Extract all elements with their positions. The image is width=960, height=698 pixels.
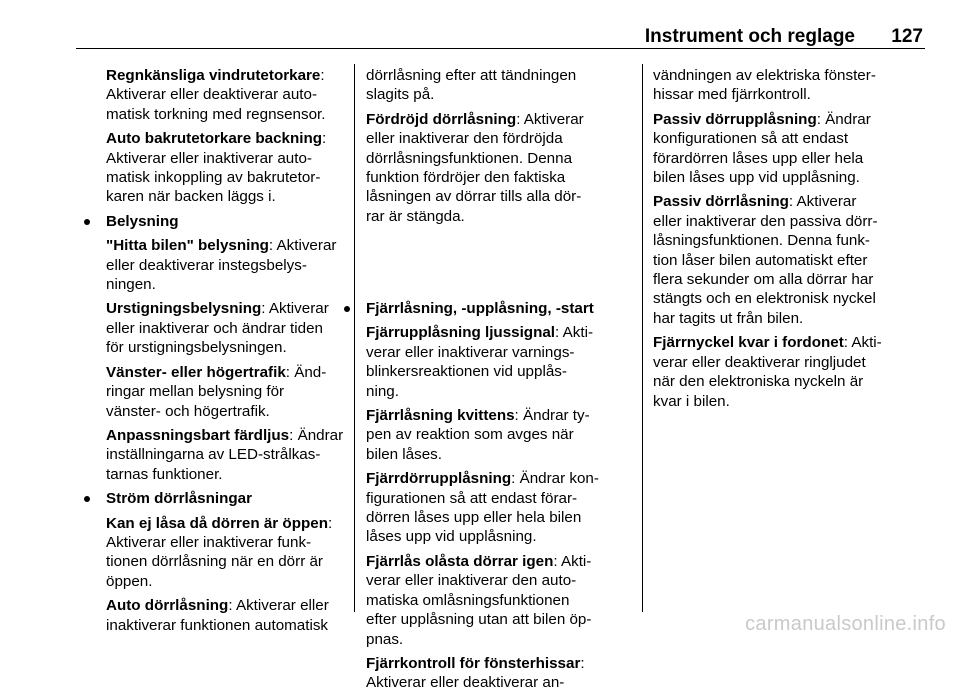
entry-title: Fjärrdörrupplåsning	[366, 470, 512, 488]
entry-line: eller inaktiverar och ändrar tiden	[106, 319, 323, 337]
entry-line: : Ändrar	[289, 426, 344, 444]
column-3	[653, 66, 930, 416]
remote-lock-feedback-entry	[336, 406, 646, 464]
column-1	[76, 66, 356, 640]
entry-line: dörrlåsningsfunktionen. Denna	[366, 149, 573, 167]
entry-line: eller inaktiverar den fördröjda	[366, 130, 563, 148]
entry-line: matisk torkning med regnsensor.	[106, 105, 326, 123]
watermark: carmanualsonline.info	[745, 613, 946, 635]
cannot-lock-entry: Kan ej låsa då dörren är öppen: Aktiverar eller inaktiverar funk- tionen dörrlåsning när en dörr är öppen.	[76, 514, 356, 592]
entry-line: eller deaktiverar instegsbelys-	[106, 256, 307, 274]
entry-line: : Änd-	[285, 363, 327, 381]
entry-line: dörrlåsning efter att tändningen	[366, 67, 577, 84]
entry-line: ringar mellan belysning för	[106, 383, 285, 401]
entry-line: bilen låses upp vid upplåsning.	[653, 169, 860, 187]
entry-line: pnas.	[366, 630, 404, 648]
entry-line: för urstigningsbelysningen.	[106, 339, 287, 357]
entry-line: inställningarna av LED-strålkas-	[106, 446, 321, 464]
column-2	[366, 66, 643, 231]
entry-title: Fjärrlåsning kvittens	[366, 407, 515, 425]
entry-line: blinkersreaktionen vid upplås-	[366, 363, 567, 381]
entry-line: :	[580, 654, 585, 672]
door-locks-heading	[76, 489, 356, 508]
auto-lock-entry	[76, 596, 356, 635]
page-header	[76, 24, 925, 49]
entry-line: : Ändrar kon-	[511, 470, 599, 488]
window-remote-continued	[653, 66, 930, 105]
entry-line: tarnas funktioner.	[106, 465, 223, 483]
remote-door-unlock-entry	[336, 469, 646, 547]
entry-line: låses upp vid upplåsning.	[366, 528, 537, 546]
entry-line: : Aktiverar	[516, 110, 584, 128]
entry-line: ning.	[366, 382, 399, 400]
entry-title: Urstigningsbelysning	[106, 300, 262, 318]
entry-title: Anpassningsbart färdljus	[106, 426, 290, 444]
entry-line: : Ändrar ty-	[514, 407, 590, 425]
entry-line: Aktiverar eller inaktiverar funk-	[106, 533, 312, 551]
entry-title: Vänster- eller högertrafik	[106, 363, 286, 381]
entry-line: har tagits ut från bilen.	[653, 309, 804, 327]
entry-line: rar är stängda.	[366, 207, 465, 225]
entry-line: efter upplåsning utan att bilen öp-	[366, 611, 592, 629]
page-number: 127	[891, 26, 923, 47]
bullet-icon	[344, 306, 350, 312]
entry-line: karen när backen läggs i.	[106, 188, 276, 206]
entry-line: matiska omlåsningsfunktionen	[366, 591, 570, 609]
entry-line: pen av reaktion som avges när	[366, 426, 574, 444]
heading-text: Ström dörrlåsningar	[106, 490, 252, 508]
header-title: Instrument och reglage	[644, 26, 855, 47]
entry-line: bilen låses.	[366, 445, 442, 463]
entry-line: : Akti-	[843, 334, 882, 352]
traffic-side-entry	[76, 363, 356, 421]
entry-line: : Akti-	[553, 552, 592, 570]
entry-line: : Aktiverar eller	[228, 597, 329, 615]
entry-title: Auto dörrlåsning	[106, 597, 229, 615]
bullet-icon	[84, 496, 90, 502]
entry-line: förardörren låses upp eller hela	[653, 149, 864, 167]
entry-line: : Aktiverar	[261, 300, 329, 318]
entry-line: hissar med fjärrkontroll.	[653, 86, 811, 104]
entry-title: Regnkänsliga vindrutetorkare	[106, 67, 321, 84]
entry-line: eller inaktiverar den passiva dörr-	[653, 212, 878, 230]
entry-line: konfigurationen så att endast	[653, 130, 849, 148]
entry-line: : Aktiverar	[788, 193, 857, 211]
entry-title: Auto bakrutetorkare backning	[106, 130, 323, 148]
entry-line: dörren låses upp eller hela bilen	[366, 509, 582, 527]
entry-line: stängts och en elektronisk nyckel	[653, 290, 876, 308]
delayed-lock-entry	[366, 110, 643, 226]
bullet-icon	[84, 219, 90, 225]
entry-line: slagits på.	[366, 86, 435, 104]
entry-line: funktion fördröjer den faktiska	[366, 169, 566, 187]
passive-lock-entry	[653, 192, 930, 328]
rain-wipers-entry: Regnkänsliga vindrutetorkare: Aktiverar eller deaktiverar auto- matisk torkning med regnsensor.	[76, 66, 356, 124]
hitta-entry	[76, 236, 356, 294]
entry-line: kvar i bilen.	[653, 392, 730, 410]
passive-unlock-entry	[653, 110, 930, 188]
entry-title: Fjärrlås olåsta dörrar igen	[366, 552, 554, 570]
window-remote-entry	[336, 654, 646, 693]
relock-entry	[336, 552, 646, 649]
entry-line: tionen dörrlåsning när en dörr är	[106, 553, 323, 571]
key-left-entry	[653, 333, 930, 411]
entry-line: Aktiverar eller deaktiverar auto-	[106, 86, 318, 104]
column-2-lower	[336, 299, 646, 698]
heading-text: Fjärrlåsning, -upplåsning, -start	[366, 300, 594, 317]
entry-title: "Hitta bilen" belysning	[106, 237, 269, 255]
entry-line: verar eller inaktiverar varnings-	[366, 343, 575, 361]
entry-line: när den elektroniska nyckeln är	[653, 373, 864, 391]
entry-title: Kan ej låsa då dörren är öppen	[106, 514, 328, 532]
entry-title: Passiv dörrlåsning	[653, 193, 789, 211]
auto-lock-continued	[366, 66, 643, 105]
entry-line: låsningen av dörrar tills alla dör-	[366, 188, 582, 206]
entry-title: Fjärrkontroll för fönsterhissar	[366, 654, 581, 672]
entry-line: verar eller inaktiverar den auto-	[366, 572, 577, 590]
entry-line: : Ändrar	[816, 110, 871, 128]
exit-lighting-entry	[76, 299, 356, 357]
entry-line: låsningsfunktionen. Denna funk-	[653, 232, 870, 250]
entry-line: vändningen av elektriska fönster-	[653, 67, 876, 84]
entry-line: figurationen så att endast förar-	[366, 489, 578, 507]
entry-title: Passiv dörrupplåsning	[653, 110, 817, 128]
entry-title: Fjärrupplåsning ljussignal	[366, 324, 556, 342]
entry-title: Fördröjd dörrlåsning	[366, 110, 517, 128]
entry-line: : Akti-	[555, 324, 594, 342]
remote-unlock-sound-entry	[336, 323, 646, 401]
heading-text: Belysning	[106, 212, 179, 230]
entry-line: Aktiverar eller deaktiverar an-	[366, 674, 565, 692]
entry-line: tion låser bilen automatiskt efter	[653, 251, 868, 269]
lighting-heading	[76, 212, 356, 231]
entry-line: vänster- och högertrafik.	[106, 402, 270, 420]
entry-line: öppen.	[106, 572, 153, 590]
entry-line: : Aktiverar	[268, 237, 337, 255]
entry-line: flera sekunder om alla dörrar har	[653, 271, 874, 289]
rear-wiper-entry: Auto bakrutetorkare backning: Aktiverar eller inaktiverar auto- matisk inkoppling av bakrutetor- karen när backen läggs i.	[76, 129, 356, 207]
entry-line: inaktiverar funktionen automatisk	[106, 616, 329, 634]
entry-line: verar eller deaktiverar ringljudet	[653, 353, 866, 371]
entry-line: matisk inkoppling av bakrutetor-	[106, 169, 321, 187]
entry-title: Fjärrnyckel kvar i fordonet	[653, 334, 844, 352]
remote-heading	[336, 299, 646, 318]
entry-line: Aktiverar eller inaktiverar auto-	[106, 149, 312, 167]
adaptive-beam-entry	[76, 426, 356, 484]
entry-line: ningen.	[106, 276, 156, 294]
